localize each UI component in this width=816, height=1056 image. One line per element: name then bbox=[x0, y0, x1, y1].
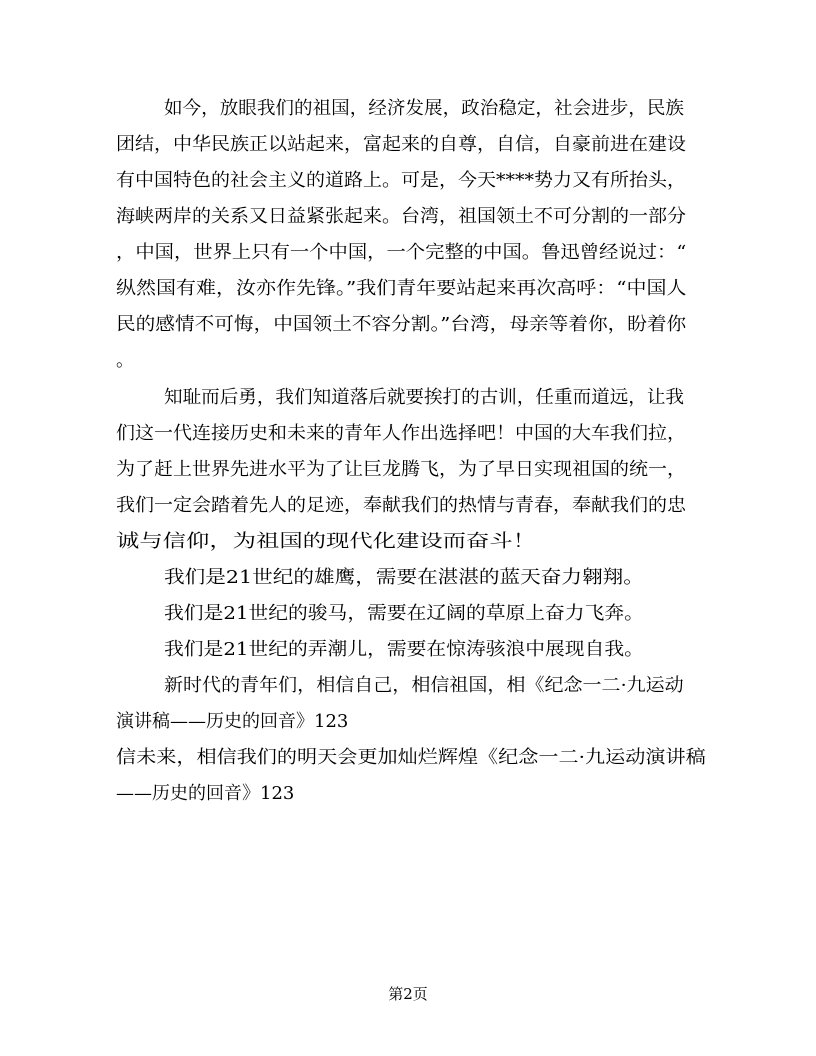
page-number: 第2页 bbox=[388, 985, 428, 1003]
paragraph-line-9: 知耻而后勇，我们知道落后就要挨打的古训，任重而道远，让我 bbox=[164, 387, 684, 408]
paragraph-line-5: ，中国，世界上只有一个中国，一个完整的中国。鲁迅曾经说过：“ bbox=[116, 242, 687, 263]
paragraph-line-11: 为了赶上世界先进水平为了让巨龙腾飞，为了早日实现祖国的统一， bbox=[116, 459, 686, 480]
paragraph-line-8: 。 bbox=[116, 350, 134, 371]
paragraph-line-12: 我们一定会踏着先人的足迹，奉献我们的热情与青春，奉献我们的忠 bbox=[116, 495, 686, 516]
paragraph-line-17: 新时代的青年们，相信自己，相信祖国，相《纪念一二·九运动 bbox=[164, 675, 684, 696]
paragraph-line-16: 我们是21世纪的弄潮儿，需要在惊涛骇浪中展现自我。 bbox=[164, 639, 644, 660]
paragraph-line-7: 民的感情不可悔，中国领土不容分割。”台湾，母亲等着你，盼着你 bbox=[116, 314, 687, 335]
paragraph-line-4: 海峡两岸的关系又日益紧张起来。台湾，祖国领土不可分割的一部分 bbox=[116, 206, 686, 227]
paragraph-line-2: 团结，中华民族正以站起来，富起来的自尊，自信，自豪前进在建设 bbox=[116, 134, 686, 155]
paragraph-line-20: ——历史的回音》123 bbox=[116, 783, 295, 804]
paragraph-line-10: 们这一代连接历史和未来的青年人作出选择吧！中国的大车我们拉， bbox=[116, 423, 686, 444]
paragraph-line-1: 如今，放眼我们的祖国，经济发展，政治稳定，社会进步，民族 bbox=[164, 98, 684, 119]
paragraph-line-14: 我们是21世纪的雄鹰，需要在湛湛的蓝天奋力翱翔。 bbox=[164, 567, 644, 588]
paragraph-line-18: 演讲稿——历史的回音》123 bbox=[116, 711, 349, 732]
paragraph-line-15: 我们是21世纪的骏马，需要在辽阔的草原上奋力飞奔。 bbox=[164, 603, 644, 624]
paragraph-line-13: 诚与信仰，为祖国的现代化建设而奋斗！ bbox=[116, 531, 536, 552]
paragraph-line-6: 纵然国有难，汝亦作先锋。”我们青年要站起来再次高呼：“中国人 bbox=[116, 278, 687, 299]
paragraph-line-3: 有中国特色的社会主义的道路上。可是，今天****势力又有所抬头， bbox=[116, 170, 686, 191]
paragraph-line-19: 信未来，相信我们的明天会更加灿烂辉煌《纪念一二·九运动演讲稿 bbox=[116, 747, 706, 768]
